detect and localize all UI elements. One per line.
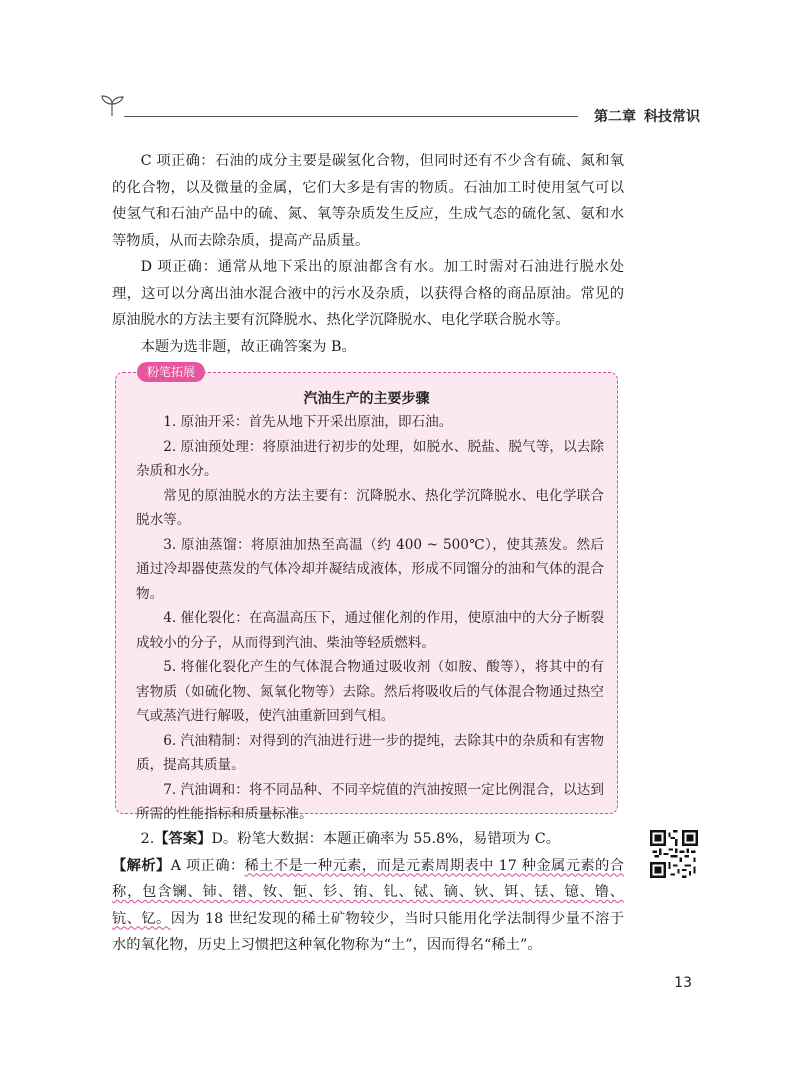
extension-tag: 粉笔拓展 [137, 362, 205, 382]
explanation-block [112, 148, 624, 360]
answer-label: 【答案】 [154, 831, 212, 847]
step-item: 2. 原油预处理：将原油进行初步的处理，如脱水、脱盐、脱气等，以去除杂质和水分。 [136, 438, 604, 479]
header-rule [124, 116, 578, 117]
answer-line: 2.【答案】D。粉笔大数据：本题正确率为 55.8%，易错项为 C。 [140, 831, 560, 847]
step-item: 5. 将催化裂化产生的气体混合物通过吸收剂（如胺、酸等），将其中的有害物质（如硫化物、氮氧化物等）去除。然后将吸收后的气体混合物通过热空气或蒸汽进行解吸，使汽油重新回到气相。 [136, 659, 604, 724]
extension-steps [136, 410, 604, 827]
sprout-icon [100, 94, 126, 118]
step-item: 1. 原油开采：首先从地下开采出原油，即石油。 [163, 414, 453, 430]
key-point-underlined: 稀土不是一种元素，而是元素周期表中 17 种金属元素的合称，包含镧、铈、镨、钕、钷、钐、铕、钆、铽、镝、钬、铒、铥、镱、镥、钪、钇。 [112, 857, 624, 927]
question-2-block [112, 826, 624, 959]
step-item: 3. 原油蒸馏：将原油加热至高温（约 400 ~ 500℃），使其蒸发。然后通过冷却器使蒸发的气体冷却并凝结成液体，形成不同馏分的油和气体的混合物。 [136, 536, 604, 602]
qr-code-icon [650, 830, 698, 878]
answer-text: D。粉笔大数据：本题正确率为 55.8%，易错项为 C。 [211, 831, 560, 847]
step-note: 常见的原油脱水的方法主要有：沉降脱水、热化学沉降脱水、电化学联合脱水等。 [136, 487, 604, 528]
conclusion: 本题为选非题，故正确答案为 B。 [140, 338, 356, 355]
step-item: 6. 汽油精制：对得到的汽油进行进一步的提纯，去除其中的杂质和有害物质，提高其质量。 [136, 732, 604, 773]
option-d-explanation: D 项正确：通常从地下采出的原油都含有水。加工时需对石油进行脱水处理，这可以分离出油水混合液中的污水及杂质，以获得合格的商品原油。常见的原油脱水的方法主要有沉降脱水、热化学沉降脱水、电化学联合脱水等。 [112, 259, 624, 328]
analysis-label: 【解析】 [112, 857, 171, 874]
chapter-title: 第二章 科技常识 [594, 109, 700, 125]
extension-title: 汽油生产的主要步骤 [303, 391, 430, 407]
analysis-paragraph: 【解析】A 项正确：稀土不是一种元素，而是元素周期表中 17 种金属元素的合称，包含镧、铈、镨、钕、钷、钐、铕、钆、铽、镝、钬、铒、铥、镱、镥、钪、钇。因为 18 世纪发现的稀土矿物较少，当时只能用化学法制得少量不溶于水的氧化物，历史上习惯把这种氧化物称为“土”，因而得名“稀土”。 [112, 857, 625, 953]
option-c-explanation: C 项正确：石油的成分主要是碳氢化合物，但同时还有不少含有硫、氮和氧的化合物，以及微量的金属，它们大多是有害的物质。石油加工时使用氢气可以使氢气和石油产品中的硫、氮、氧等杂质发生反应，生成气态的硫化氢、氨和水等物质，从而去除杂质，提高产品质量。 [112, 153, 624, 249]
step-item: 7. 汽油调和：将不同品种、不同辛烷值的汽油按照一定比例混合，以达到所需的性能指标和质量标准。 [136, 781, 604, 822]
step-item: 4. 催化裂化：在高温高压下，通过催化剂的作用，使原油中的大分子断裂成较小的分子，从而得到汽油、柴油等轻质燃料。 [136, 610, 604, 651]
page-number: 13 [674, 975, 692, 991]
running-header [100, 94, 700, 128]
